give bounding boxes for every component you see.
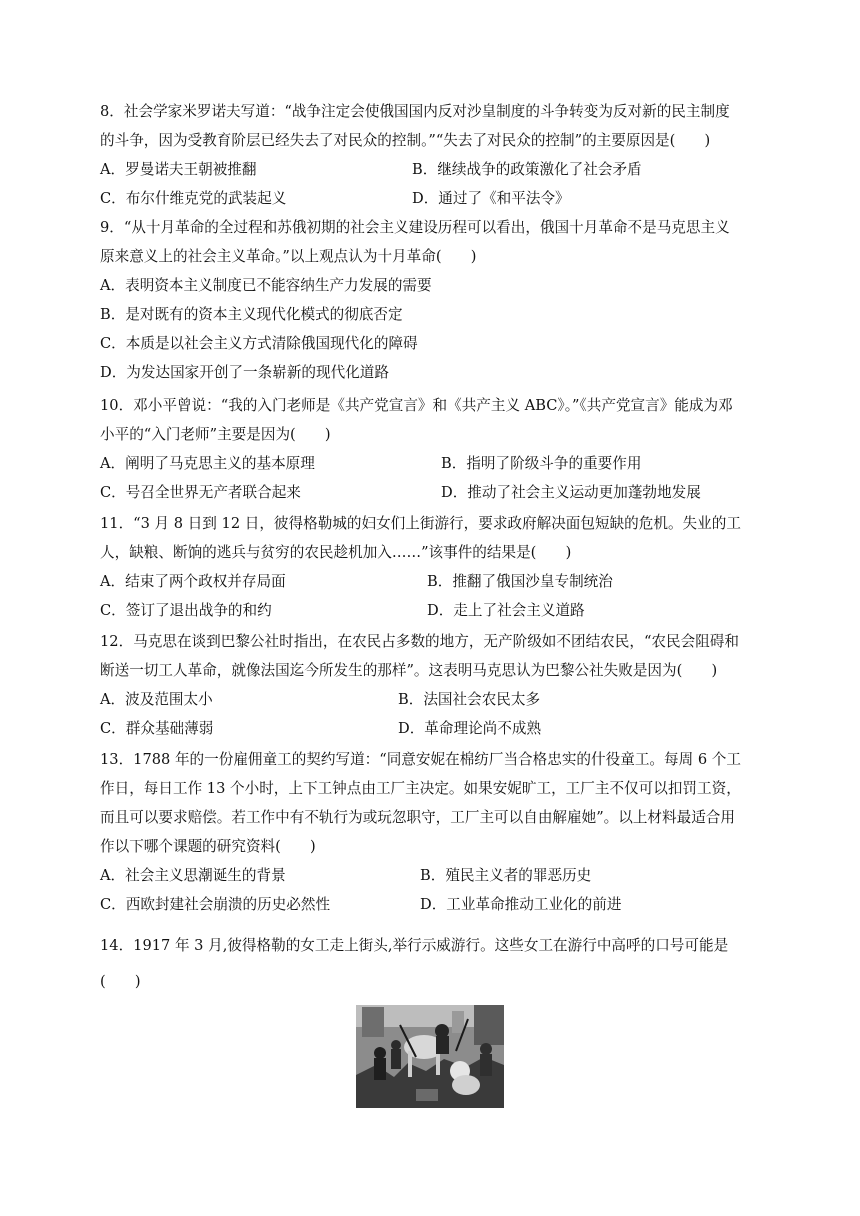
question-stem: 作日，每日工作 13 个小时，上下工钟点由工厂主决定。如果安妮旷工，工厂主不仅可以扣罚工资，: [100, 780, 741, 797]
option-c[interactable]: C．西欧封建社会崩溃的历史必然性: [100, 896, 331, 913]
question-11: [100, 509, 762, 625]
question-stem: ( ): [100, 973, 141, 990]
question-stem: 14．1917 年 3 月,彼得格勒的女工走上街头,举行示威游行。这些女工在游行中高呼的口号可能是: [100, 937, 729, 954]
option-b[interactable]: B．指明了阶级斗争的重要作用: [441, 455, 642, 472]
question-14: [100, 931, 762, 996]
question-stem: 人，缺粮、断饷的逃兵与贫穷的农民趁机加入……”该事件的结果是( ): [100, 544, 572, 561]
protest-photo-icon: [356, 1005, 504, 1108]
question-stem: 13．1788 年的一份雇佣童工的契约写道：“同意安妮在棉纺厂当合格忠实的什役童工。每周 6 个工: [100, 751, 741, 768]
question-stem: 10．邓小平曾说：“我的入门老师是《共产党宣言》和《共产主义 ABC》。”《共产党宣言》能成为邓: [100, 397, 733, 414]
question-stem: 8．社会学家米罗诺夫写道：“战争注定会使俄国国内反对沙皇制度的斗争转变为反对新的民主制度: [100, 103, 730, 120]
question-stem: 的斗争，因为受教育阶层已经失去了对民众的控制。”“失去了对民众的控制”的主要原因是( ): [100, 132, 711, 149]
option-row: [100, 714, 762, 743]
question-stem: 断送一切工人革命，就像法国迄今所发生的那样”。这表明马克思认为巴黎公社失败是因为( ): [100, 662, 718, 679]
option-b[interactable]: B．是对既有的资本主义现代化模式的彻底否定: [100, 306, 403, 323]
option-row: [100, 478, 762, 507]
option-b[interactable]: B．继续战争的政策激化了社会矛盾: [412, 161, 642, 178]
question-stem: 而且可以要求赔偿。若工作中有不轨行为或玩忽职守，工厂主可以自由解雇她”。以上材料最适合用: [100, 809, 735, 826]
option-b[interactable]: B．推翻了俄国沙皇专制统治: [427, 573, 613, 590]
option-row: [100, 155, 762, 184]
option-a[interactable]: A．波及范围太小: [100, 691, 213, 708]
option-b[interactable]: B．殖民主义者的罪恶历史: [420, 867, 592, 884]
question-stem: 9．“从十月革命的全过程和苏俄初期的社会主义建设历程可以看出，俄国十月革命不是马克思主义: [100, 219, 730, 236]
option-c[interactable]: C．签订了退出战争的和约: [100, 602, 272, 619]
option-c[interactable]: C．号召全世界无产者联合起来: [100, 484, 301, 501]
option-row: [100, 184, 762, 213]
question-10: [100, 391, 762, 507]
option-c[interactable]: C．布尔什维克党的武装起义: [100, 190, 287, 207]
question-stem: 12．马克思在谈到巴黎公社时指出，在农民占多数的地方，无产阶级如不团结农民，“农民会阻碍和: [100, 633, 739, 650]
protest-photo: [356, 1005, 504, 1108]
option-row: [100, 685, 762, 714]
option-a[interactable]: A．结束了两个政权并存局面: [100, 573, 286, 590]
option-row: [100, 449, 762, 478]
option-d[interactable]: D．通过了《和平法令》: [412, 190, 570, 207]
option-c[interactable]: C．本质是以社会主义方式清除俄国现代化的障碍: [100, 335, 418, 352]
option-a[interactable]: A．社会主义思潮诞生的背景: [100, 867, 286, 884]
option-c[interactable]: C．群众基础薄弱: [100, 720, 214, 737]
question-9: [100, 213, 762, 387]
question-8: [100, 97, 762, 213]
option-row: [100, 567, 762, 596]
option-row: [100, 890, 762, 919]
question-stem: 11．“3 月 8 日到 12 日，彼得格勒城的妇女们上街游行，要求政府解决面包短缺的危机。失业的工: [100, 515, 741, 532]
option-d[interactable]: D．走上了社会主义道路: [427, 602, 585, 619]
option-a[interactable]: A．表明资本主义制度已不能容纳生产力发展的需要: [100, 277, 432, 294]
option-b[interactable]: B．法国社会农民太多: [398, 691, 541, 708]
option-row: [100, 596, 762, 625]
option-d[interactable]: D．推动了社会主义运动更加蓬勃地发展: [441, 484, 701, 501]
question-12: [100, 627, 762, 743]
option-d[interactable]: D．为发达国家开创了一条崭新的现代化道路: [100, 364, 389, 381]
question-stem: 作以下哪个课题的研究资料( ): [100, 838, 316, 855]
option-row: [100, 861, 762, 890]
question-13: [100, 745, 762, 919]
option-d[interactable]: D．工业革命推动工业化的前进: [420, 896, 622, 913]
option-a[interactable]: A．阐明了马克思主义的基本原理: [100, 455, 315, 472]
question-stem: 原来意义上的社会主义革命。”以上观点认为十月革命( ): [100, 248, 477, 265]
question-stem: 小平的“入门老师”主要是因为( ): [100, 426, 331, 443]
option-d[interactable]: D．革命理论尚不成熟: [398, 720, 542, 737]
option-a[interactable]: A．罗曼诺夫王朝被推翻: [100, 161, 257, 178]
